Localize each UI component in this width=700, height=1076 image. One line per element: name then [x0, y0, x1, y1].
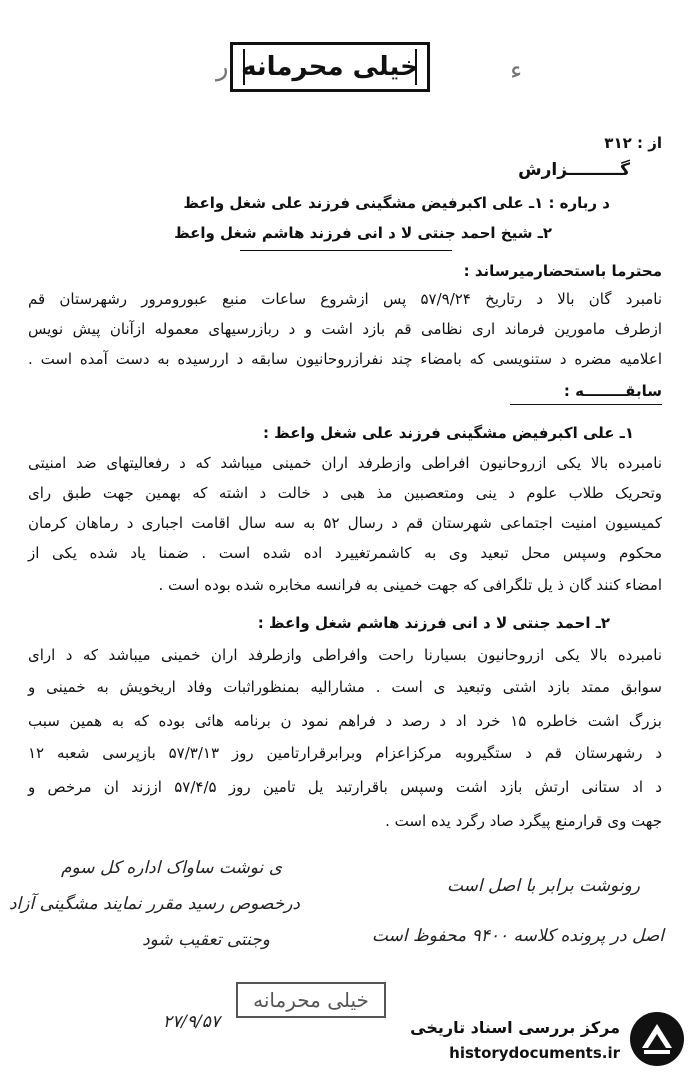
classification-stamp — [230, 42, 430, 92]
handwritten-right-1: رونوشت برابر با اصل است — [446, 876, 640, 896]
bottom-stamp-text: خیلی محرمانه — [253, 988, 369, 1012]
item1-line-1: نامبرده بالا یکی ازروحانیون افراطی وازطرفد اران خمینی میباشد که د رفعالیتهای ضد امنیتی — [28, 454, 662, 472]
subject-underline — [240, 250, 452, 251]
handwritten-left-1: ی نوشت ساواک اداره کل سوم — [61, 858, 282, 878]
handwritten-left-3: وجنتی تعقیب شود — [142, 930, 270, 950]
item1-heading: ۱ـ علی اکبرفیض مشگینی فرزند علی شغل واعظ : — [262, 424, 634, 442]
handwritten-left-2: درخصوص رسید مقرر نمایند مشگینی آزاد — [8, 894, 300, 914]
para1-line-3: اعلامیه مضره د ستنویسی که بامضاء چند نفرازروحانیون سابقه د اررسیده به دست آمده است . — [28, 350, 662, 368]
subject-line-2: ۲ـ شیخ احمد جنتی لا د انی فرزند هاشم شغل واعظ — [174, 224, 552, 242]
item2-line-6: جهت وی قرارمنع پیگرد صاد رگرد یده است . — [385, 812, 662, 830]
footer-site-url[interactable]: historydocuments.ir — [449, 1044, 620, 1062]
item2-line-2: سوابق ممتد بازد اشتی وتبعید ی است . مشارالیه بمنظوراثبات وفاد اریخویش به خمینی و — [28, 678, 662, 696]
stamp-inner-frame — [243, 49, 417, 85]
item1-line-5: امضاء کنند گان ذ یل تلگرافی که جهت خمینی به فرانسه مخابره شده بوده است . — [158, 576, 662, 594]
history-heading: سابقــــــــه : — [563, 382, 662, 400]
corner-mark-left: ر — [216, 52, 229, 82]
item1-line-3: کمیسیون امنیت اجتماعی شهرستان قم د رسال ۵۲ به سه سال اقامت اجباری د رماهان کرمان — [28, 514, 663, 532]
handwritten-date: ۲۷/۹/۵۷ — [162, 1012, 220, 1032]
handwritten-right-2: اصل در پرونده کلاسه ۹۴۰۰ محفوظ است — [371, 926, 664, 946]
classification-text: خیلی محرمانه — [241, 52, 419, 82]
bottom-classification-stamp — [236, 982, 386, 1018]
report-title: گـــــــــزارش — [518, 160, 630, 180]
item1-line-2: وتحریک طلاب علوم د ینی ومتعصبین مذ هبی د خالت د اشته که بهمین جهت طبق رای — [28, 484, 662, 502]
item2-line-3: بزرگ اشت خاطره ۱۵ خرد اد د رصد د فراهم نمود ن برنامه هائی بوده که به همین سبب — [28, 712, 662, 730]
item2-heading: ۲ـ احمد جنتی لا د انی فرزند هاشم شغل واعظ : — [257, 614, 610, 632]
archive-logo-icon — [628, 1010, 686, 1068]
para1-line-1: نامبرد گان بالا د رتاریخ ۵۷/۹/۲۴ پس ازشروع ساعات منبع عبورومرور رشهرستان قم — [28, 290, 662, 308]
from-line: از : ۳۱۲ — [604, 134, 662, 152]
item1-line-4: محکوم وسپس محل تبعید وی به کاشمرتغییرد اده شده است . ضمنا یاد شده یکی از — [28, 544, 662, 562]
history-underline — [510, 404, 662, 405]
item2-line-5: د اد ستانی ارتش بازد اشت وسپس باقرارتبد یل تامین روز ۵۷/۴/۵ اززند ان مرخص و — [28, 778, 662, 796]
subject-line-1: د رباره : ۱ـ علی اکبرفیض مشگینی فرزند علی شغل واعظ — [183, 194, 610, 212]
item2-line-4: د رشهرستان قم د ستگیروبه مرکزاعزام وبرابرقرارتامین روز ۵۷/۳/۱۳ بازپرسی شعبه ۱۲ — [28, 744, 662, 762]
item2-line-1: نامبرده بالا یکی ازروحانیون بسیارنا راحت وافراطی وازطرفد اران خمینی میباشد که د ارای — [28, 646, 662, 664]
para1-line-2: ازطرف مامورین فرماند اری نظامی قم بازد اشت و د ربازرسیهای معموله ازآنان پیش نویس — [28, 320, 662, 338]
salutation: محترما باستحضارمیرساند : — [463, 262, 662, 280]
corner-mark-right: ء — [510, 56, 523, 86]
footer-org-name: مرکز بررسی اسناد تاریخی — [410, 1018, 620, 1037]
